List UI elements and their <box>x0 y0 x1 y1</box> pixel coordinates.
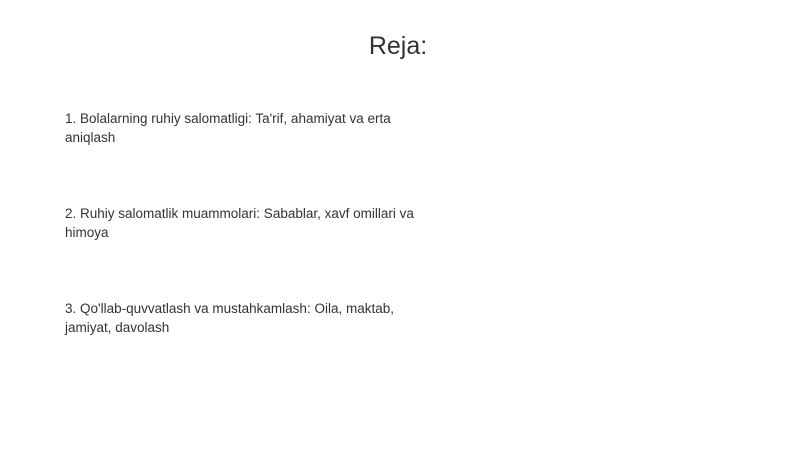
plan-item-2: 2. Ruhiy salomatlik muammolari: Sabablar, xavf omillari va himoya <box>65 206 414 240</box>
plan-list <box>65 109 415 394</box>
plan-item-3: 3. Qo'llab-quvvatlash va mustahkamlash: Oila, maktab, jamiyat, davolash <box>65 301 394 335</box>
slide-title: Reja: <box>368 32 428 60</box>
plan-item-1: 1. Bolalarning ruhiy salomatligi: Ta'rif, ahamiyat va erta aniqlash <box>65 111 391 145</box>
